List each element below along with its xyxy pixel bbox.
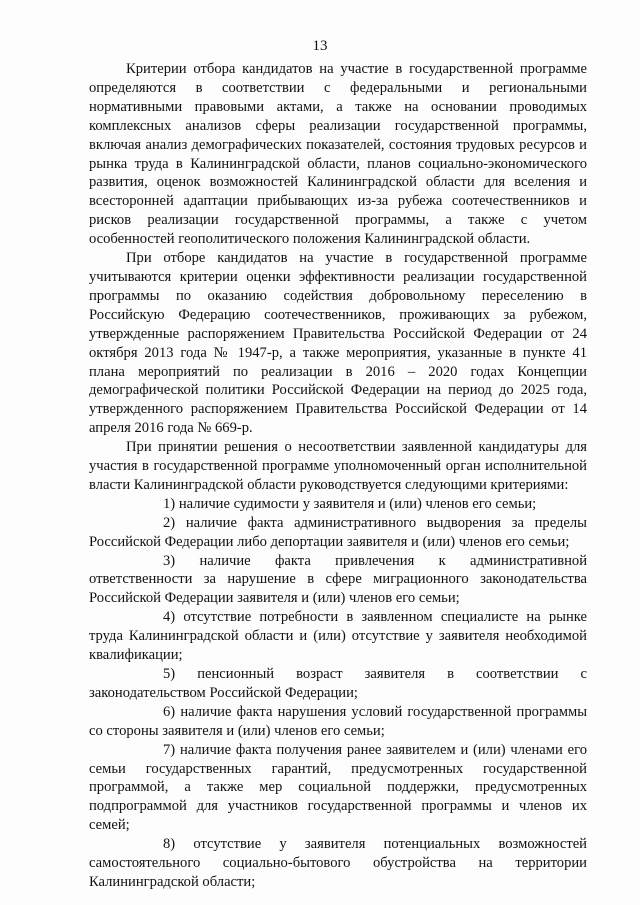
criteria-item-7 — [89, 741, 587, 836]
criteria-item-text: пенсионный возраст заявителя в соответствии с законодательством Российской Федерации; — [89, 666, 587, 701]
criteria-item-text: наличие факта получения ранее заявителем и (или) членами его семьи государственных гарантий, предусмотренных государственной программой, а также мер социальной поддержки, предусмотренных подпрограммой для участников государственной программы и членов их семей; — [89, 741, 587, 834]
criteria-item-number: 7) — [163, 741, 176, 758]
paragraph-evaluation-criteria: При отборе кандидатов на участие в государственной программе учитываются критерии оценки эффективности реализации государственной программы по оказанию содействия добровольному переселению в Российскую Федерацию соотечественников, проживающих за рубежом, утвержденные распоряжением Правительства Российской Федерации от 24 октября 2013 года № 1947-р, а также мероприятия, указанные в пункте 41 плана мероприятий по реализации в 2016 – 2020 годах Концепции демографической политики Российской Федерации на период до 2025 года, утвержденного распоряжением Правительства Российской Федерации от 14 апреля 2016 года № 669-р. — [89, 250, 587, 437]
criteria-item-6 — [89, 703, 587, 741]
criteria-item-2 — [89, 514, 587, 552]
criteria-item-5 — [89, 665, 587, 703]
criteria-item-8 — [89, 835, 587, 892]
paragraph-decision-intro: При принятии решения о несоответствии заявленной кандидатуры для участия в государственной программе уполномоченный орган исполнительной власти Калининградской области руководствуется следующими критериями: — [89, 439, 587, 493]
criteria-item-text: наличие факта административного выдворения за пределы Российской Федерации либо депортации заявителя и (или) членов его семьи; — [89, 514, 587, 550]
criteria-item-4 — [89, 608, 587, 665]
document-body — [89, 60, 587, 892]
criteria-item-number: 2) — [163, 514, 176, 531]
criteria-item-text: наличие судимости у заявителя и (или) членов его семьи; — [178, 495, 537, 512]
criteria-item-number: 1) — [163, 495, 176, 512]
criteria-item-text: отсутствие потребности в заявленном специалисте на рынке труда Калининградской области и (или) отсутствие у заявителя необходимой квалификации; — [89, 609, 587, 664]
criteria-item-1 — [89, 495, 587, 514]
criteria-item-text: наличие факта привлечения к административной ответственности за нарушение в сфере миграционного законодательства Российской Федерации заявителя и (или) членов его семьи; — [89, 552, 587, 607]
criteria-item-text: наличие факта нарушения условий государственной программы со стороны заявителя и (или) членов его семьи; — [89, 703, 587, 739]
criteria-item-number: 6) — [163, 703, 176, 720]
criteria-item-number: 3) — [163, 552, 176, 569]
criteria-item-number: 4) — [163, 609, 176, 626]
page-number: 13 — [312, 38, 328, 54]
criteria-item-text: отсутствие у заявителя потенциальных возможностей самостоятельного социально-бытового обустройства на территории Калининградской области; — [89, 836, 587, 890]
criteria-item-number: 8) — [163, 836, 176, 853]
paragraph-selection-criteria: Критерии отбора кандидатов на участие в государственной программе определяются в соответствии с федеральными и региональными нормативными правовыми актами, а также на основании проводимых комплексных анализов сферы реализации государственной программы, включая анализ демографических показателей, состояния трудовых ресурсов и рынка труда в Калининградской области, планов социально-экономического развития, оценок возможностей Калининградской области для вселения и всесторонней адаптации прибывающих из-за рубежа соотечественников и рисков реализации государственной программы, а также с учетом особенностей геополитического положения Калининградской области. — [89, 61, 587, 248]
criteria-item-3 — [89, 552, 587, 609]
criteria-item-number: 5) — [163, 666, 176, 682]
